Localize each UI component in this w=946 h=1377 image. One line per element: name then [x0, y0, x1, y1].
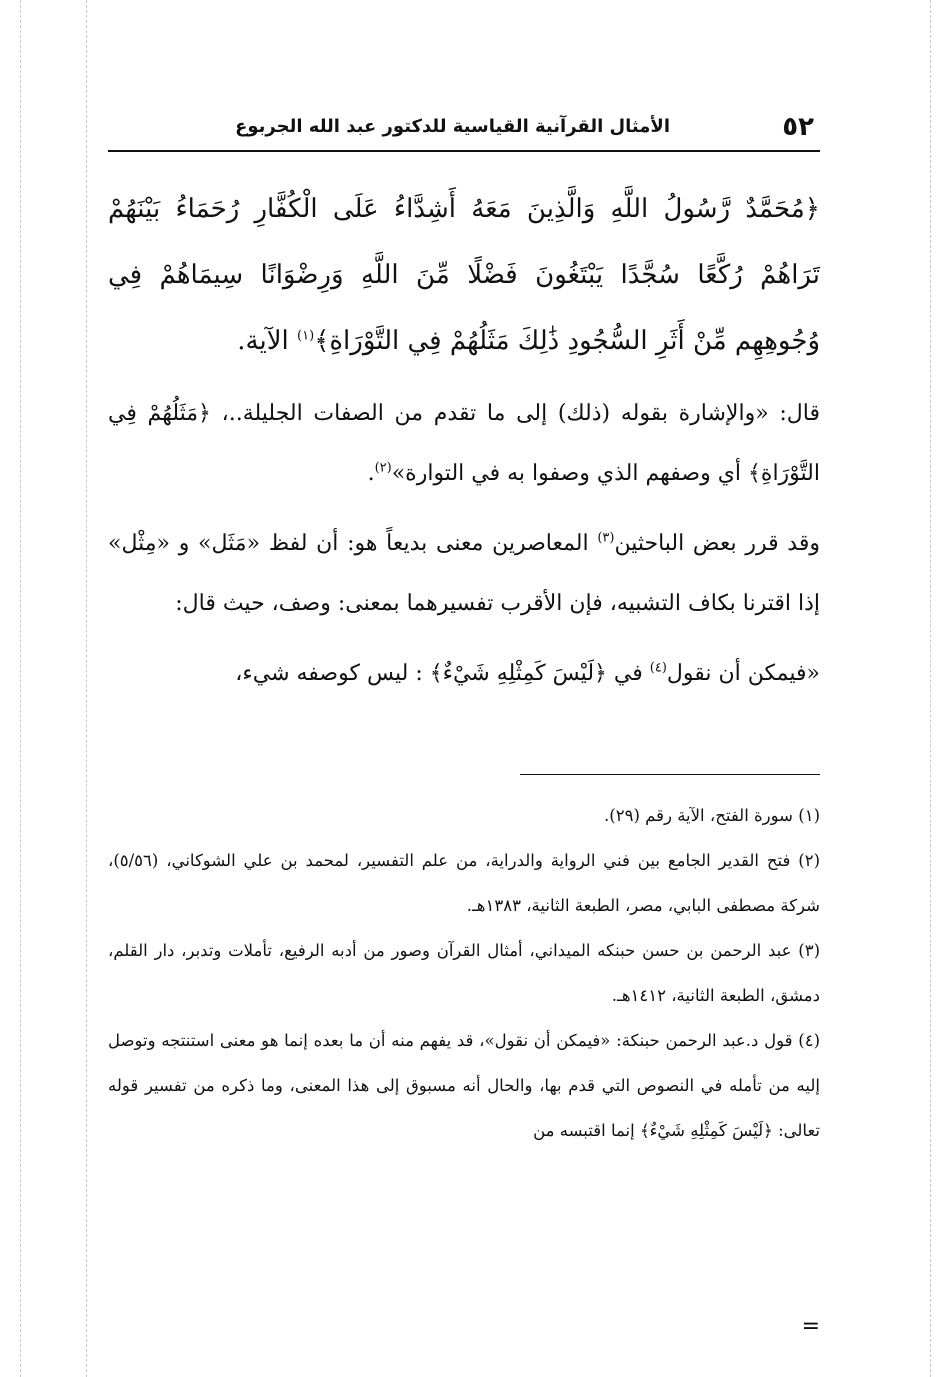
footnote-ref-3: (٣)	[597, 530, 615, 546]
book-page	[108, 108, 820, 1348]
scan-edge-right	[930, 0, 931, 1377]
running-title: الأمثال القرآنية القياسية للدكتور عبد الله الجربوع	[235, 116, 670, 137]
quran-verse: ﴿مُحَمَّدٌ رَّسُولُ اللَّهِ وَالَّذِينَ مَعَهُ أَشِدَّاءُ عَلَى الْكُفَّارِ رُحَمَاءُ بَيْنَهُمْ تَرَاهُمْ رُكَّعًا سُجَّدًا يَبْتَغُونَ فَضْلًا مِّنَ اللَّهِ وَرِضْوَانًا سِيمَاهُمْ فِي وُجُوهِهِم مِّنْ أَثَرِ السُّجُودِ ذَٰلِكَ مَثَلُهُمْ فِي التَّوْرَاةِ﴾	[108, 194, 820, 356]
paragraph-3-text-a: «فيمكن أن نقول	[666, 661, 820, 686]
continuation-mark: =	[801, 1314, 820, 1339]
footnote-2: (٢) فتح القدير الجامع بين فني الرواية والدراية، من علم التفسير، لمحمد بن علي الشوكاني، (٥/٥٦)، شركة مصطفى البابي، مصر، الطبعة الثانية، ١٣٨٣هـ.	[108, 851, 820, 915]
verse-tail: الآية.	[237, 326, 298, 356]
verse-paragraph	[108, 176, 820, 374]
paragraph-3-text-b: في ﴿لَيْسَ كَمِثْلِهِ شَيْءٌ﴾ : ليس كوصفه شيء،	[235, 661, 650, 686]
footnote-1: (١) سورة الفتح، الآية رقم (٢٩).	[604, 806, 820, 825]
footnotes	[108, 793, 820, 1153]
main-text	[108, 176, 820, 704]
page-number: ٥٢	[782, 112, 814, 142]
paragraph-1	[108, 384, 820, 504]
paragraph-2-text-a: وقد قرر بعض الباحثين	[614, 531, 820, 556]
paragraph-1-text: قال: «والإشارة بقوله (ذلك) إلى ما تقدم من الصفات الجليلة..، ﴿مَثَلُهُمْ فِي التَّوْرَاةِ﴾ أي وصفهم الذي وصفوا به في التوارة»	[108, 401, 820, 486]
footnote-ref-1: (١)	[297, 328, 315, 344]
paragraph-1-end: .	[367, 461, 375, 486]
page-header	[108, 108, 820, 152]
footnote-ref-2: (٢)	[374, 460, 392, 476]
paragraph-2-text-b: المعاصرين معنى بديعاً هو: أن لفظ «مَثَل» و «مِثْل» إذا اقترنا بكاف التشبيه، فإن الأقرب تفسيرهما بمعنى: وصف، حيث قال:	[108, 531, 820, 616]
paragraph-2	[108, 514, 820, 634]
footnote-ref-4: (٤)	[649, 660, 667, 676]
footnote-3: (٣) عبد الرحمن بن حسن حبنكه الميداني، أمثال القرآن وصور من أدبه الرفيع، تأملات وتدبر، دار القلم، دمشق، الطبعة الثانية، ١٤١٢هـ.	[108, 941, 820, 1005]
scan-edge-left	[20, 0, 21, 1377]
scan-edge-left-inner	[86, 0, 87, 1377]
footnote-separator	[520, 774, 820, 775]
paragraph-3	[108, 644, 820, 704]
footnote-4: (٤) قول د.عبد الرحمن حبنكة: «فيمكن أن نقول»، قد يفهم منه أن ما بعده إنما هو معنى استنتجه وتوصل إليه من تأمله في النصوص التي قدم بها، والحال أنه مسبوق إلى هذا المعنى، وما ذكره من تفسير قوله تعالى: ﴿لَيْسَ كَمِثْلِهِ شَيْءٌ﴾ إنما اقتبسه من	[108, 1031, 820, 1140]
